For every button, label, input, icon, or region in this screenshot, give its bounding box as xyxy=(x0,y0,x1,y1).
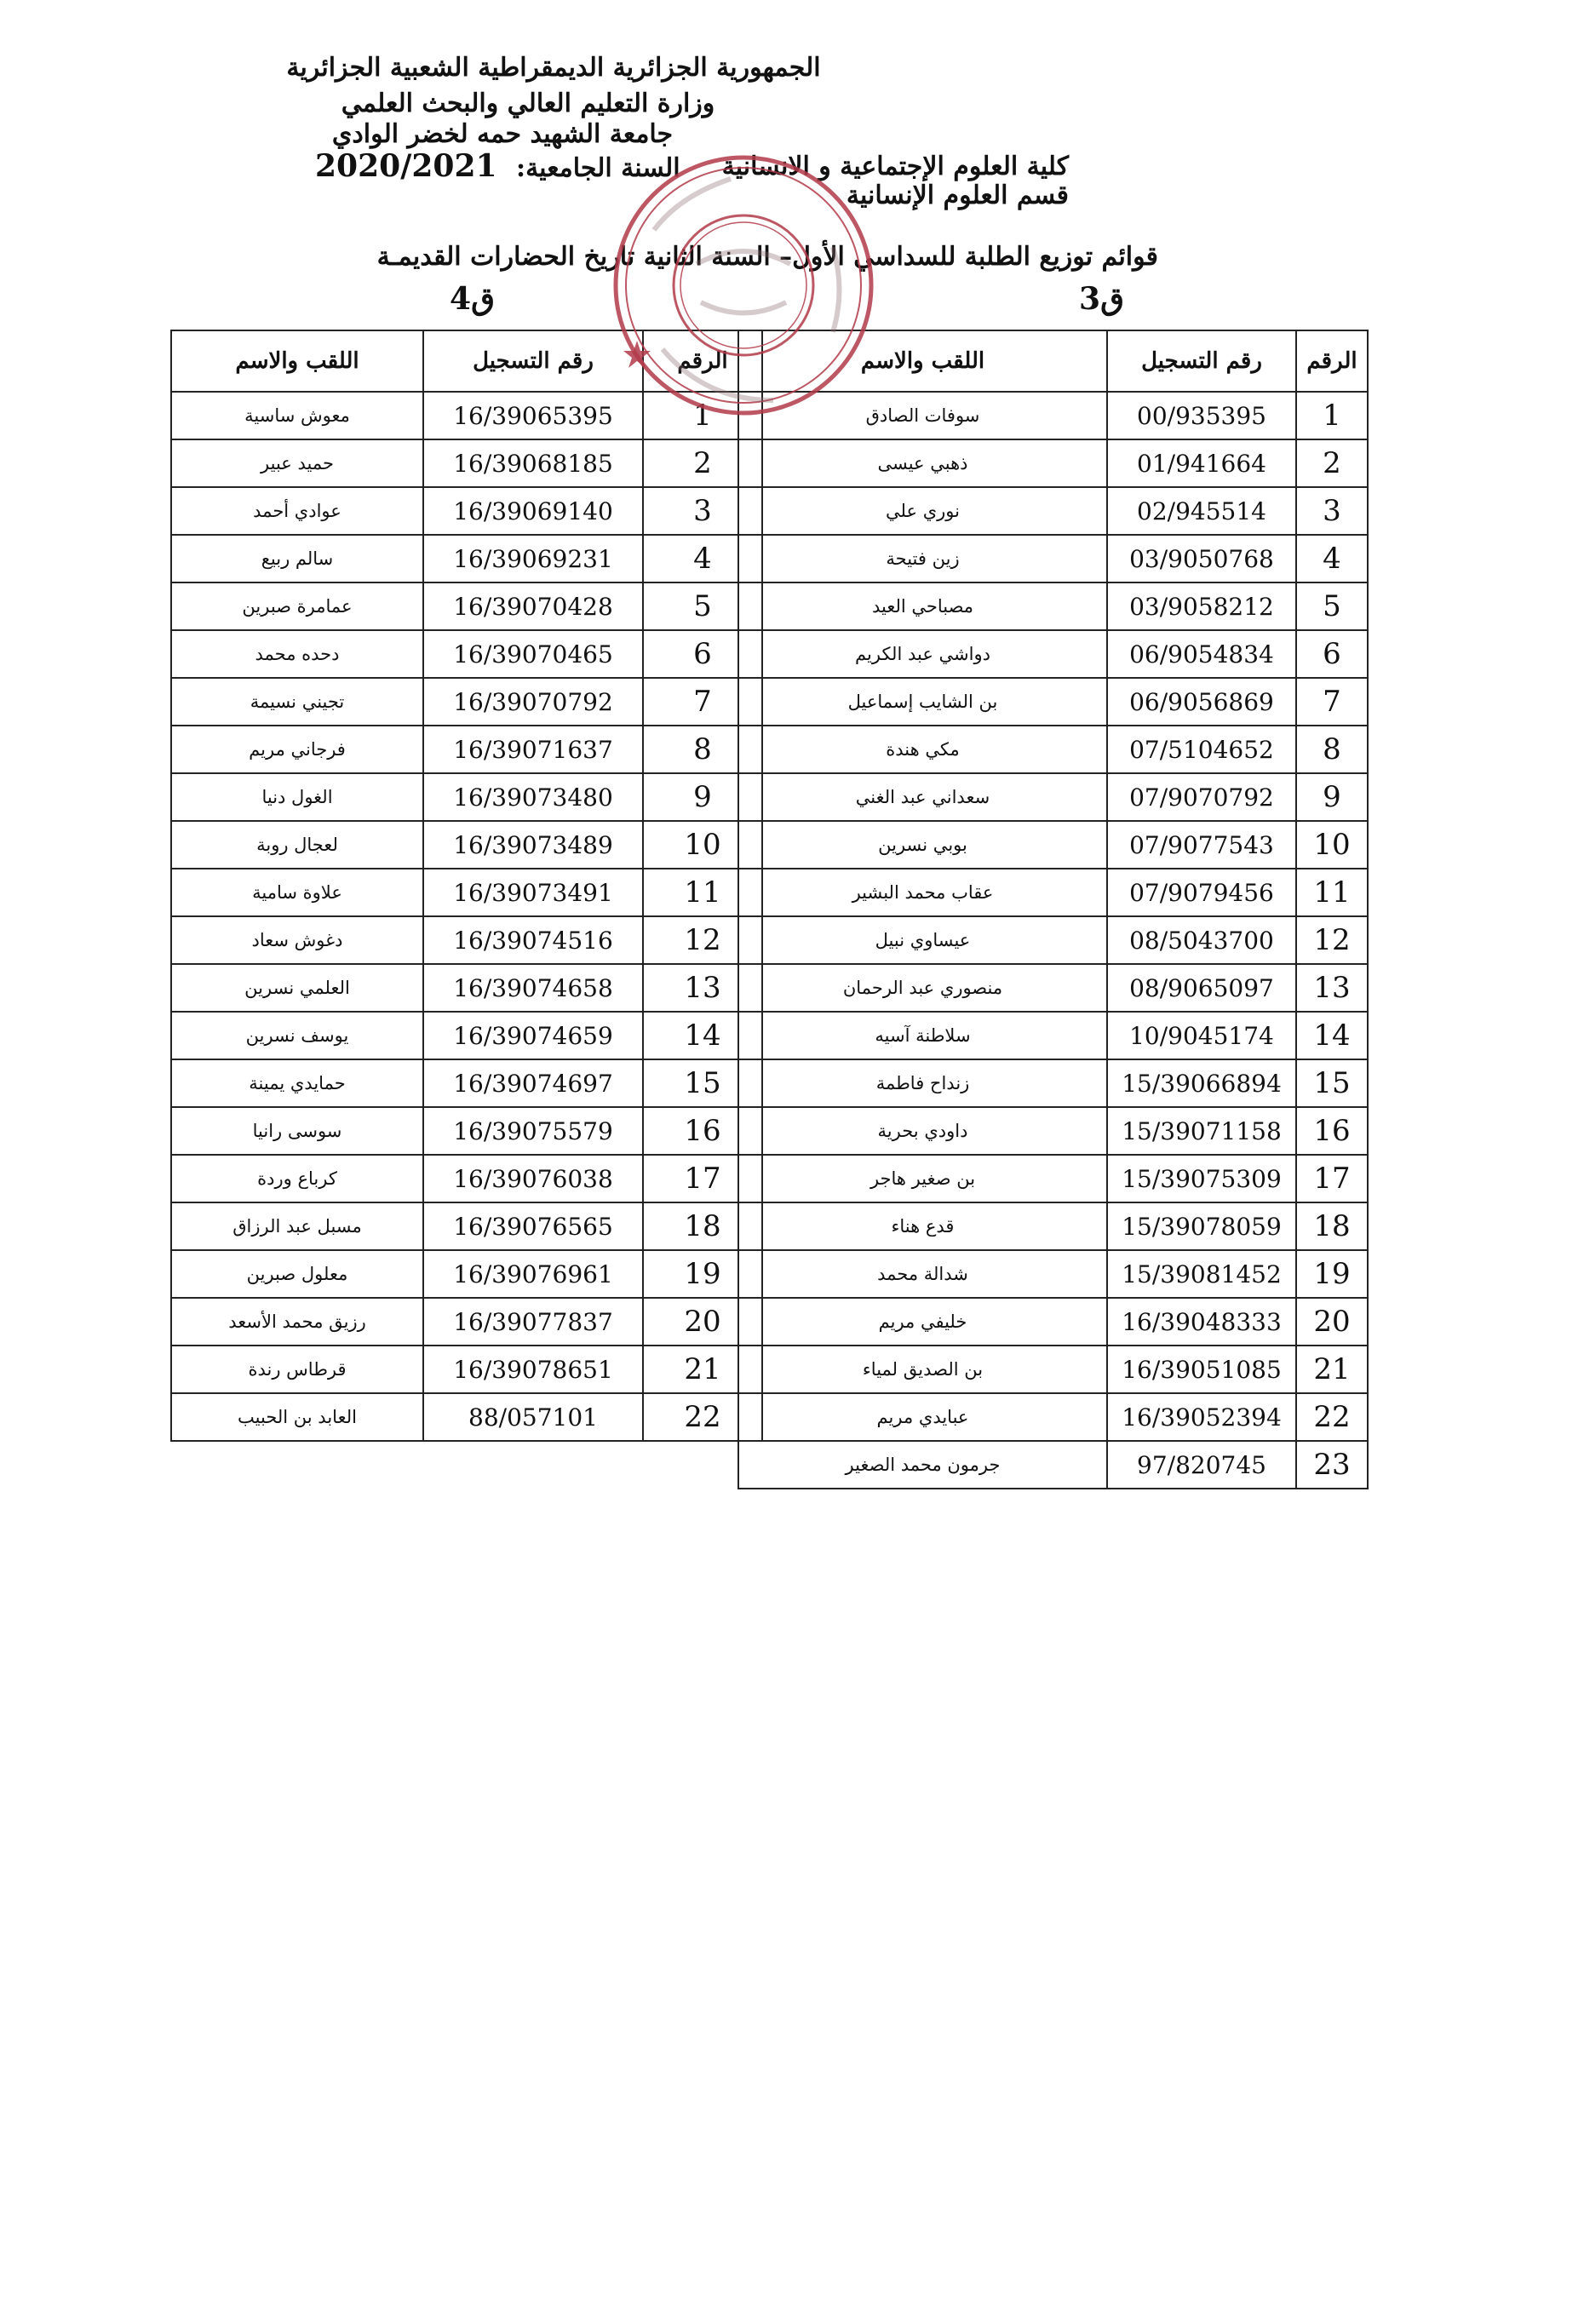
row-number: 15 xyxy=(1296,1059,1368,1107)
row-number: 17 xyxy=(1296,1155,1368,1202)
academic-year xyxy=(315,148,680,184)
student-name: بوبي نسرين xyxy=(738,821,1107,869)
row-number: 7 xyxy=(643,678,762,726)
row-number: 13 xyxy=(1296,964,1368,1012)
table-row xyxy=(171,726,762,773)
column-header-number: الرقم xyxy=(643,330,762,392)
list-title: قوائم توزيع الطلبة للسداسي الأول– السنة الثانية تاريخ الحضارات القديمـة xyxy=(376,242,1158,272)
registration-number: 16/39070465 xyxy=(423,630,643,678)
student-name: لعجال روبة xyxy=(171,821,423,869)
student-name: العابد بن الحبيب xyxy=(171,1393,423,1441)
table-row xyxy=(738,964,1368,1012)
row-number: 11 xyxy=(1296,869,1368,916)
registration-number: 06/9054834 xyxy=(1107,630,1296,678)
table-row xyxy=(738,916,1368,964)
registration-number: 03/9058212 xyxy=(1107,582,1296,630)
column-header-number: الرقم xyxy=(1296,330,1368,392)
registration-number: 16/39068185 xyxy=(423,439,643,487)
header-faculty: كلية العلوم الإجتماعية و الانسانية xyxy=(721,152,1069,181)
row-number: 16 xyxy=(1296,1107,1368,1155)
student-name: قرطاس رندة xyxy=(171,1346,423,1393)
registration-number: 16/39074697 xyxy=(423,1059,643,1107)
table-row xyxy=(171,630,762,678)
student-name: حمايدي يمينة xyxy=(171,1059,423,1107)
student-name: علاوة سامية xyxy=(171,869,423,916)
student-name: حميد عبير xyxy=(171,439,423,487)
student-name: نوري علي xyxy=(738,487,1107,535)
student-name: بن الشايب إسماعيل xyxy=(738,678,1107,726)
registration-number: 07/5104652 xyxy=(1107,726,1296,773)
student-name: كرباع وردة xyxy=(171,1155,423,1202)
table-row xyxy=(171,582,762,630)
table-row xyxy=(738,1012,1368,1059)
registration-number: 16/39073489 xyxy=(423,821,643,869)
student-name: بن صغير هاجر xyxy=(738,1155,1107,1202)
table-row xyxy=(738,1059,1368,1107)
registration-number: 16/39051085 xyxy=(1107,1346,1296,1393)
student-name: عوادي أحمد xyxy=(171,487,423,535)
table-row xyxy=(738,392,1368,439)
table-row xyxy=(738,487,1368,535)
table-row xyxy=(171,487,762,535)
table-row xyxy=(738,1107,1368,1155)
registration-number: 16/39077837 xyxy=(423,1298,643,1346)
table-row xyxy=(738,1393,1368,1441)
registration-number: 88/057101 xyxy=(423,1393,643,1441)
column-header-registration: رقم التسجيل xyxy=(423,330,643,392)
table-row xyxy=(171,1155,762,1202)
row-number: 10 xyxy=(643,821,762,869)
table-row xyxy=(738,1155,1368,1202)
registration-number: 03/9050768 xyxy=(1107,535,1296,582)
group-label-g4: ق4 xyxy=(450,281,495,317)
row-number: 4 xyxy=(643,535,762,582)
table-row xyxy=(171,964,762,1012)
row-number: 14 xyxy=(643,1012,762,1059)
registration-number: 16/39074658 xyxy=(423,964,643,1012)
student-name: خليفي مريم xyxy=(738,1298,1107,1346)
row-number: 12 xyxy=(643,916,762,964)
column-header-name: اللقب والاسم xyxy=(738,330,1107,392)
table-row xyxy=(738,773,1368,821)
student-name: سعداني عبد الغني xyxy=(738,773,1107,821)
student-name: سالم ربيع xyxy=(171,535,423,582)
registration-number: 16/39070428 xyxy=(423,582,643,630)
table-row xyxy=(171,678,762,726)
registration-number: 16/39074659 xyxy=(423,1012,643,1059)
registration-number: 16/39073491 xyxy=(423,869,643,916)
row-number: 7 xyxy=(1296,678,1368,726)
student-name: زين فتيحة xyxy=(738,535,1107,582)
column-header-name: اللقب والاسم xyxy=(171,330,423,392)
header-ministry: وزارة التعليم العالي والبحث العلمي xyxy=(341,89,715,118)
registration-number: 07/9077543 xyxy=(1107,821,1296,869)
table-row xyxy=(738,630,1368,678)
registration-number: 16/39069231 xyxy=(423,535,643,582)
student-name: معوش ساسية xyxy=(171,392,423,439)
header-republic: الجمهورية الجزائرية الديمقراطية الشعبية الجزائرية xyxy=(286,53,821,83)
student-name: مصباحي العيد xyxy=(738,582,1107,630)
table-row xyxy=(171,1012,762,1059)
table-row xyxy=(738,821,1368,869)
student-name: سوفات الصادق xyxy=(738,392,1107,439)
registration-number: 07/9070792 xyxy=(1107,773,1296,821)
student-name: ذهبي عيسى xyxy=(738,439,1107,487)
student-name: تجيني نسيمة xyxy=(171,678,423,726)
row-number: 10 xyxy=(1296,821,1368,869)
header-university: جامعة الشهيد حمه لخضر الوادي xyxy=(331,119,674,149)
academic-year-label: السنة الجامعية: xyxy=(516,153,680,183)
table-row xyxy=(171,821,762,869)
table-body-g3 xyxy=(738,392,1368,1489)
row-number: 6 xyxy=(1296,630,1368,678)
student-name: دحده محمد xyxy=(171,630,423,678)
table-row xyxy=(171,1346,762,1393)
student-name: داودي بحرية xyxy=(738,1107,1107,1155)
registration-number: 07/9079456 xyxy=(1107,869,1296,916)
student-name: منصوري عبد الرحمان xyxy=(738,964,1107,1012)
row-number: 11 xyxy=(643,869,762,916)
registration-number: 16/39076038 xyxy=(423,1155,643,1202)
registration-number: 16/39070792 xyxy=(423,678,643,726)
student-name: دغوش سعاد xyxy=(171,916,423,964)
table-row xyxy=(738,535,1368,582)
registration-number: 15/39081452 xyxy=(1107,1250,1296,1298)
student-name: زنداح فاطمة xyxy=(738,1059,1107,1107)
registration-number: 16/39048333 xyxy=(1107,1298,1296,1346)
row-number: 9 xyxy=(643,773,762,821)
table-body-g4 xyxy=(171,392,762,1441)
row-number: 21 xyxy=(643,1346,762,1393)
row-number: 3 xyxy=(643,487,762,535)
registration-number: 08/9065097 xyxy=(1107,964,1296,1012)
row-number: 3 xyxy=(1296,487,1368,535)
student-name: يوسف نسرين xyxy=(171,1012,423,1059)
table-row xyxy=(171,439,762,487)
registration-number: 15/39075309 xyxy=(1107,1155,1296,1202)
row-number: 1 xyxy=(643,392,762,439)
student-name: مسبل عبد الرزاق xyxy=(171,1202,423,1250)
row-number: 15 xyxy=(643,1059,762,1107)
table-row xyxy=(738,582,1368,630)
row-number: 13 xyxy=(643,964,762,1012)
table-row xyxy=(738,1250,1368,1298)
table-row xyxy=(171,535,762,582)
student-name: فرجاني مريم xyxy=(171,726,423,773)
student-name: الغول دنيا xyxy=(171,773,423,821)
registration-number: 16/39076565 xyxy=(423,1202,643,1250)
registration-number: 16/39076961 xyxy=(423,1250,643,1298)
student-name: عقاب محمد البشير xyxy=(738,869,1107,916)
student-name: قدع هناء xyxy=(738,1202,1107,1250)
row-number: 9 xyxy=(1296,773,1368,821)
row-number: 2 xyxy=(643,439,762,487)
row-number: 2 xyxy=(1296,439,1368,487)
row-number: 14 xyxy=(1296,1012,1368,1059)
registration-number: 15/39066894 xyxy=(1107,1059,1296,1107)
registration-number: 16/39069140 xyxy=(423,487,643,535)
row-number: 17 xyxy=(643,1155,762,1202)
table-row xyxy=(738,869,1368,916)
table-row xyxy=(171,1298,762,1346)
registration-number: 16/39071637 xyxy=(423,726,643,773)
row-number: 20 xyxy=(643,1298,762,1346)
student-name: عبايدي مريم xyxy=(738,1393,1107,1441)
table-row xyxy=(171,773,762,821)
registration-number: 16/39073480 xyxy=(423,773,643,821)
registration-number: 16/39052394 xyxy=(1107,1393,1296,1441)
table-row xyxy=(171,1107,762,1155)
row-number: 21 xyxy=(1296,1346,1368,1393)
column-header-registration: رقم التسجيل xyxy=(1107,330,1296,392)
row-number: 22 xyxy=(1296,1393,1368,1441)
student-name: عيساوي نبيل xyxy=(738,916,1107,964)
table-row xyxy=(738,1298,1368,1346)
row-number: 6 xyxy=(643,630,762,678)
students-table-g4 xyxy=(170,330,763,1442)
registration-number: 00/935395 xyxy=(1107,392,1296,439)
row-number: 20 xyxy=(1296,1298,1368,1346)
student-name: سلاطنة آسيه xyxy=(738,1012,1107,1059)
group-label-g3: ق3 xyxy=(1079,281,1124,317)
row-number: 19 xyxy=(1296,1250,1368,1298)
table-row xyxy=(738,1346,1368,1393)
student-name: دواشي عبد الكريم xyxy=(738,630,1107,678)
registration-number: 16/39065395 xyxy=(423,392,643,439)
row-number: 19 xyxy=(643,1250,762,1298)
table-row xyxy=(738,726,1368,773)
row-number: 1 xyxy=(1296,392,1368,439)
student-name: مكي هندة xyxy=(738,726,1107,773)
table-row xyxy=(738,439,1368,487)
table-row xyxy=(738,678,1368,726)
row-number: 8 xyxy=(1296,726,1368,773)
table-row xyxy=(171,1202,762,1250)
table-row xyxy=(171,1393,762,1441)
row-number: 16 xyxy=(643,1107,762,1155)
student-name: شدالة محمد xyxy=(738,1250,1107,1298)
row-number: 8 xyxy=(643,726,762,773)
table-row xyxy=(171,1059,762,1107)
row-number: 23 xyxy=(1296,1441,1368,1489)
registration-number: 15/39071158 xyxy=(1107,1107,1296,1155)
registration-number: 06/9056869 xyxy=(1107,678,1296,726)
table-row xyxy=(738,1441,1368,1489)
row-number: 4 xyxy=(1296,535,1368,582)
student-name: بن الصديق لمياء xyxy=(738,1346,1107,1393)
row-number: 22 xyxy=(643,1393,762,1441)
students-table-g3 xyxy=(737,330,1369,1489)
student-name: العلمي نسرين xyxy=(171,964,423,1012)
row-number: 5 xyxy=(1296,582,1368,630)
academic-year-value: 2020/2021 xyxy=(315,148,497,184)
registration-number: 02/945514 xyxy=(1107,487,1296,535)
table-row xyxy=(171,1250,762,1298)
table-row xyxy=(171,869,762,916)
registration-number: 16/39075579 xyxy=(423,1107,643,1155)
table-header-row xyxy=(738,330,1368,392)
table-row xyxy=(171,916,762,964)
student-name: عمامرة صبرين xyxy=(171,582,423,630)
registration-number: 08/5043700 xyxy=(1107,916,1296,964)
row-number: 12 xyxy=(1296,916,1368,964)
registration-number: 97/820745 xyxy=(1107,1441,1296,1489)
header-department: قسم العلوم الإنسانية xyxy=(846,181,1069,210)
table-row xyxy=(171,392,762,439)
row-number: 18 xyxy=(1296,1202,1368,1250)
student-name: رزيق محمد الأسعد xyxy=(171,1298,423,1346)
student-name: سوسى رانيا xyxy=(171,1107,423,1155)
registration-number: 10/9045174 xyxy=(1107,1012,1296,1059)
table-row xyxy=(738,1202,1368,1250)
table-header-row xyxy=(171,330,762,392)
row-number: 18 xyxy=(643,1202,762,1250)
student-name: معلول صبرين xyxy=(171,1250,423,1298)
registration-number: 16/39074516 xyxy=(423,916,643,964)
registration-number: 16/39078651 xyxy=(423,1346,643,1393)
row-number: 5 xyxy=(643,582,762,630)
registration-number: 15/39078059 xyxy=(1107,1202,1296,1250)
student-name: جرمون محمد الصغير xyxy=(738,1441,1107,1489)
registration-number: 01/941664 xyxy=(1107,439,1296,487)
